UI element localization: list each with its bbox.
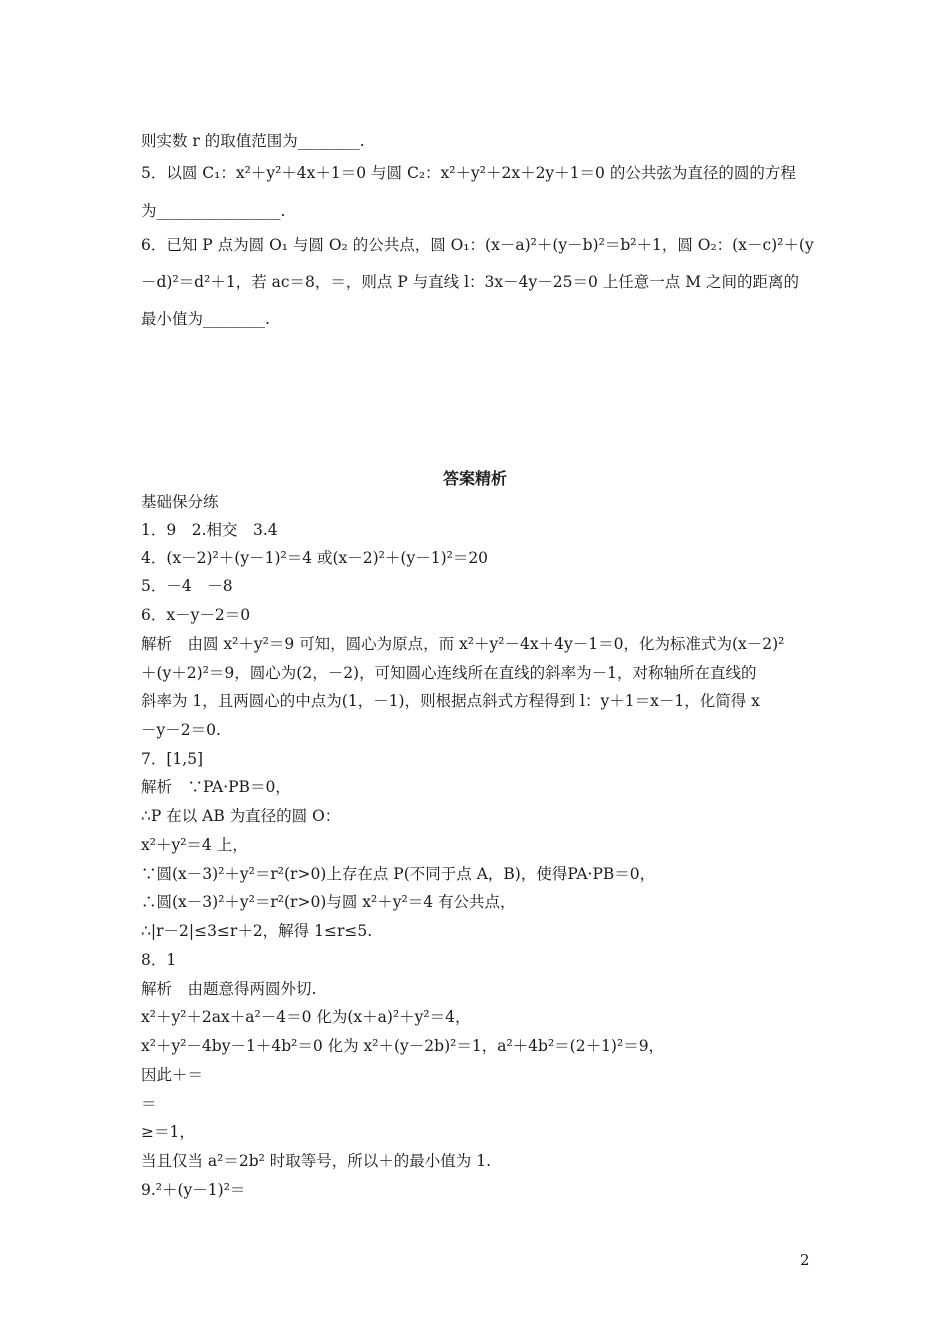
answer-line: 解析 ∵PA·PB＝0， xyxy=(141,778,291,796)
answer-line: ＋(y＋2)²＝9，圆心为(2，－2)，可知圆心连线所在直线的斜率为－1，对称轴所在直线的 xyxy=(141,664,757,682)
problem-line: 6．已知 P 点为圆 O₁ 与圆 O₂ 的公共点，圆 O₁：(x－a)²＋(y－b)²＝b²＋1，圆 O₂：(x－c)²＋(y xyxy=(141,236,814,254)
answer-line: 6．x－y－2＝0 xyxy=(141,606,251,624)
answer-line: －y－2＝0. xyxy=(141,721,221,739)
answer-line: ≥＝1， xyxy=(141,1123,195,1141)
page-number: 2 xyxy=(800,1251,810,1269)
answer-line: 1．9 2.相交 3.4 xyxy=(141,521,278,539)
answer-line: x²＋y²－4by－1＋4b²＝0 化为 x²＋(y－2b)²＝1，a²＋4b²＝(2＋1)²＝9， xyxy=(141,1037,665,1055)
answer-line: ∵圆(x－3)²＋y²＝r²(r>0)上存在点 P(不同于点 A，B)，使得PA·PB＝0， xyxy=(141,865,656,883)
problem-line: 则实数 r 的取值范围为________. xyxy=(141,132,365,150)
problem-line: 最小值为________. xyxy=(141,310,270,328)
answer-line: 4．(x－2)²＋(y－1)²＝4 或(x－2)²＋(y－1)²＝20 xyxy=(141,549,489,567)
answer-line: 8．1 xyxy=(141,951,177,969)
answer-line: 斜率为 1，且两圆心的中点为(1，－1)，则根据点斜式方程得到 l：y＋1＝x－1，化简得 x xyxy=(141,692,760,710)
problem-line: 为________________. xyxy=(141,202,286,220)
answer-line: 解析 由圆 x²＋y²＝9 可知，圆心为原点，而 x²＋y²－4x＋4y－1＝0，化为标准式为(x－2)² xyxy=(141,635,785,653)
answer-line: 7．[1,5] xyxy=(141,750,204,768)
answer-line: ∴|r－2|≤3≤r＋2，解得 1≤r≤5. xyxy=(141,922,373,940)
answer-line: 解析 由题意得两圆外切. xyxy=(141,980,317,998)
answer-line: 9.²＋(y－1)²＝ xyxy=(141,1181,246,1199)
answer-line: ∴圆(x－3)²＋y²＝r²(r>0)与圆 x²＋y²＝4 有公共点， xyxy=(141,893,516,911)
problem-line: 5．以圆 C₁：x²＋y²＋4x＋1＝0 与圆 C₂：x²＋y²＋2x＋2y＋1＝0 的公共弦为直径的圆的方程 xyxy=(141,164,796,182)
answer-line: 5．－4 －8 xyxy=(141,577,233,595)
answer-line: 当且仅当 a²＝2b² 时取等号，所以＋的最小值为 1. xyxy=(141,1152,492,1170)
answer-line: 基础保分练 xyxy=(141,493,219,511)
answer-line: 因此＋＝ xyxy=(141,1066,204,1084)
answer-line: ＝ xyxy=(141,1095,157,1113)
answer-line: x²＋y²＋2ax＋a²－4＝0 化为(x＋a)²＋y²＝4， xyxy=(141,1008,471,1026)
answers-title: 答案精析 xyxy=(442,469,507,488)
problem-line: －d)²＝d²＋1，若 ac＝8，＝，则点 P 与直线 l：3x－4y－25＝0 上任意一点 M 之间的距离的 xyxy=(141,273,800,291)
answer-line: ∴P 在以 AB 为直径的圆 O： xyxy=(141,807,341,825)
answer-line: x²＋y²＝4 上， xyxy=(141,836,248,854)
